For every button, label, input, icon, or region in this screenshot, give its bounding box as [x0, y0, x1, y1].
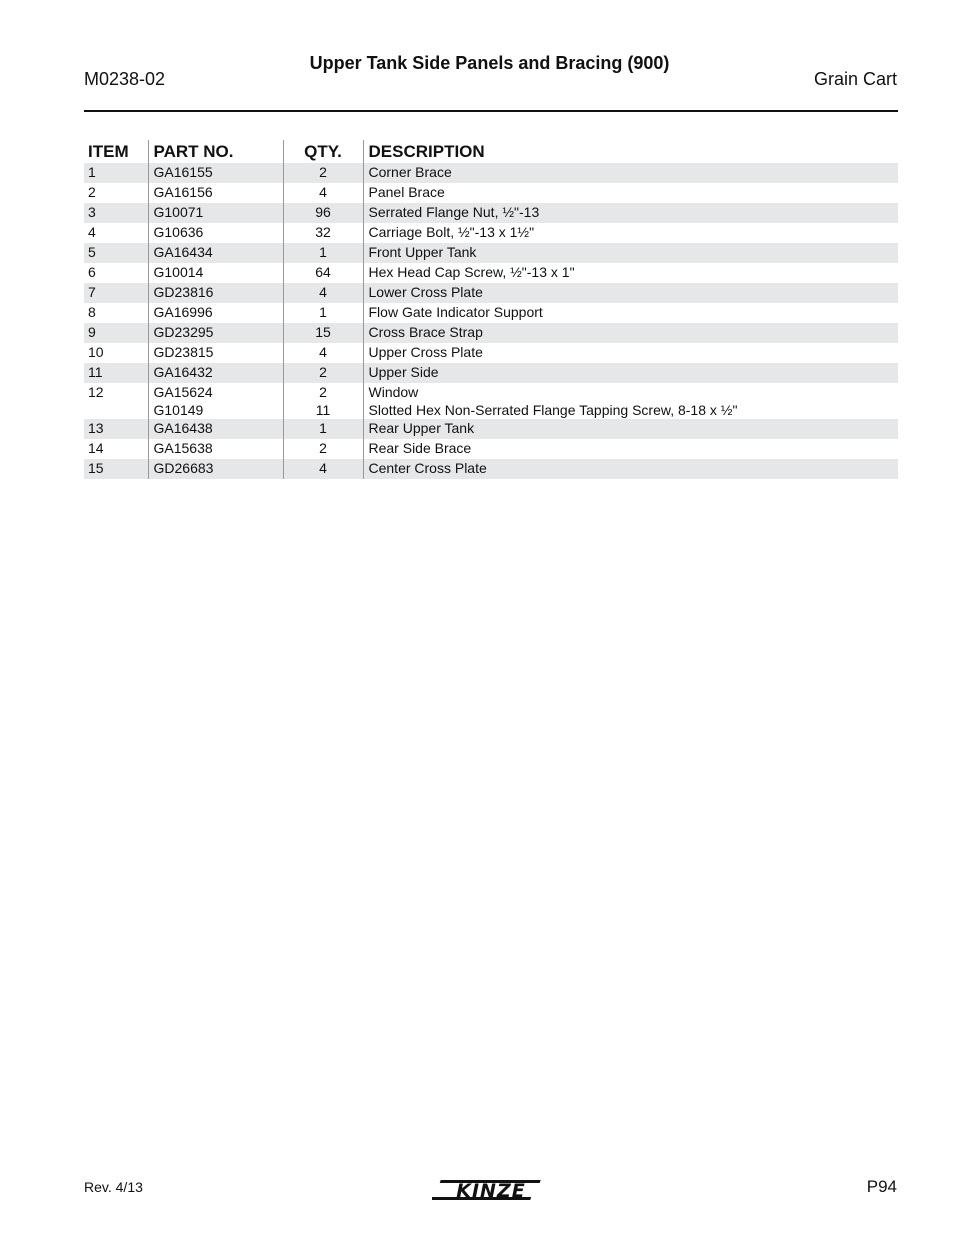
- part-no-cell: [148, 439, 283, 459]
- part-no-cell-line: GA16438: [153, 420, 213, 436]
- part-no-cell-line: G10014: [153, 264, 204, 280]
- item-cell: 11: [84, 363, 148, 383]
- part-no-cell: [148, 263, 283, 283]
- description-cell-line: Upper Side: [368, 364, 439, 380]
- part-no-cell-line: GA15624: [153, 384, 213, 400]
- description-cell-line: Window: [368, 384, 419, 400]
- item-cell: 5: [84, 243, 148, 263]
- part-no-cell-line: GA16996: [153, 304, 213, 320]
- qty-cell: [283, 263, 363, 283]
- description-cell: [363, 303, 898, 323]
- part-no-cell: [148, 323, 283, 343]
- header-divider: [84, 110, 898, 112]
- table-row: [84, 383, 898, 419]
- part-no-cell-line: GA16156: [153, 184, 213, 200]
- part-no-cell-line: GA16432: [153, 364, 213, 380]
- description-cell: [363, 163, 898, 183]
- qty-cell: [283, 363, 363, 383]
- table-row: [84, 243, 898, 263]
- table-row: [84, 363, 898, 383]
- item-cell: 6: [88, 264, 96, 280]
- qty-cell-line: 32: [315, 224, 331, 240]
- page-title: Upper Tank Side Panels and Bracing (900): [309, 53, 670, 73]
- description-cell: [363, 383, 898, 419]
- column-header-part-no: PART NO.: [148, 140, 283, 163]
- column-header-description: DESCRIPTION: [363, 140, 898, 163]
- description-cell: [363, 363, 898, 383]
- item-cell: 12: [88, 384, 104, 400]
- qty-cell: [283, 383, 363, 419]
- table-row: [84, 263, 898, 283]
- part-no-cell-line: G10636: [153, 224, 204, 240]
- qty-cell: [283, 283, 363, 303]
- table-header-row: [84, 140, 898, 163]
- table-row: [84, 183, 898, 203]
- part-no-cell: [148, 183, 283, 203]
- description-cell-line: Corner Brace: [368, 164, 452, 180]
- item-cell: 3: [84, 203, 148, 223]
- part-no-cell: [148, 243, 283, 263]
- document-number: M0238-02: [84, 69, 166, 89]
- item-cell: 15: [84, 459, 148, 479]
- qty-cell: [283, 439, 363, 459]
- qty-cell: [283, 419, 363, 439]
- qty-cell-line: 4: [319, 184, 327, 200]
- page-number: P94: [866, 1177, 897, 1196]
- qty-cell: [283, 343, 363, 363]
- part-no-cell-line: GA16434: [153, 244, 213, 260]
- item-cell: 8: [88, 304, 96, 320]
- description-cell: [363, 263, 898, 283]
- description-cell: [363, 439, 898, 459]
- part-no-cell: [148, 419, 283, 439]
- part-no-cell-line: GD23816: [153, 284, 214, 300]
- table-row: [84, 283, 898, 303]
- qty-cell: [283, 323, 363, 343]
- table-row: [84, 323, 898, 343]
- part-no-cell: [148, 303, 283, 323]
- description-cell: [363, 203, 898, 223]
- qty-cell: [283, 163, 363, 183]
- qty-cell: [283, 203, 363, 223]
- item-cell: 9: [84, 323, 148, 343]
- table-row: [84, 303, 898, 323]
- description-cell-line: Center Cross Plate: [368, 460, 487, 476]
- qty-cell: [283, 183, 363, 203]
- part-no-cell-line: GD23815: [153, 344, 214, 360]
- table-row: [84, 343, 898, 363]
- description-cell: [363, 183, 898, 203]
- item-cell: 10: [88, 344, 104, 360]
- column-header-item: ITEM: [88, 142, 129, 161]
- item-cell: 7: [84, 283, 148, 303]
- part-no-cell: [148, 223, 283, 243]
- description-cell-line: Carriage Bolt, ½"-13 x 1½": [368, 224, 535, 240]
- product-name: Grain Cart: [813, 69, 897, 89]
- description-cell: [363, 459, 898, 479]
- column-header-qty: QTY.: [283, 140, 363, 163]
- description-cell: [363, 243, 898, 263]
- qty-cell-line: 2: [319, 384, 327, 400]
- svg-text:KINZE: KINZE: [456, 1180, 526, 1202]
- qty-cell-line: 15: [315, 324, 331, 340]
- qty-cell-line: 1: [319, 304, 327, 320]
- description-cell-line: Hex Head Cap Screw, ½"-13 x 1": [368, 264, 575, 280]
- item-cell: 14: [88, 440, 104, 456]
- item-cell: 13: [84, 419, 148, 439]
- description-cell-line: Upper Cross Plate: [368, 344, 483, 360]
- kinze-logo: [432, 1176, 550, 1204]
- part-no-cell: [148, 343, 283, 363]
- qty-cell: [283, 243, 363, 263]
- part-no-cell: [148, 283, 283, 303]
- part-no-cell: [148, 163, 283, 183]
- description-cell: [363, 223, 898, 243]
- part-no-cell: [148, 203, 283, 223]
- qty-cell: [283, 223, 363, 243]
- description-cell-line: Cross Brace Strap: [368, 324, 483, 340]
- part-no-cell-line: G10071: [153, 204, 204, 220]
- qty-cell: [283, 459, 363, 479]
- part-no-cell: [148, 363, 283, 383]
- qty-cell-line: 2: [319, 364, 327, 380]
- parts-table: [84, 140, 898, 479]
- table-row: [84, 419, 898, 439]
- table-row: [84, 459, 898, 479]
- item-cell: 2: [88, 184, 96, 200]
- qty-cell-line: 11: [315, 402, 331, 418]
- description-cell: [363, 323, 898, 343]
- table-row: [84, 203, 898, 223]
- part-no-cell-line: GA16155: [153, 164, 213, 180]
- description-cell-line: Front Upper Tank: [368, 244, 477, 260]
- description-cell-line: Lower Cross Plate: [368, 284, 483, 300]
- description-cell: [363, 419, 898, 439]
- description-cell: [363, 343, 898, 363]
- qty-cell-line: 64: [315, 264, 331, 280]
- part-no-cell: [148, 459, 283, 479]
- part-no-cell: [148, 383, 283, 419]
- description-cell-line: Rear Side Brace: [368, 440, 472, 456]
- part-no-cell-line: GA15638: [153, 440, 213, 456]
- part-no-cell-line: GD26683: [153, 460, 214, 476]
- qty-cell-line: 96: [315, 204, 331, 220]
- table-row: [84, 439, 898, 459]
- description-cell-line: Slotted Hex Non-Serrated Flange Tapping Screw, 8-18 x ½": [368, 402, 738, 418]
- qty-cell-line: 4: [319, 344, 327, 360]
- description-cell-line: Serrated Flange Nut, ½"-13: [368, 204, 540, 220]
- description-cell: [363, 283, 898, 303]
- description-cell-line: Panel Brace: [368, 184, 445, 200]
- qty-cell-line: 4: [319, 460, 327, 476]
- revision-label: Rev. 4/13: [84, 1179, 143, 1195]
- description-cell-line: Flow Gate Indicator Support: [368, 304, 543, 320]
- qty-cell-line: 1: [319, 420, 327, 436]
- qty-cell-line: 2: [319, 164, 327, 180]
- description-cell-line: Rear Upper Tank: [368, 420, 475, 436]
- parts-table-body: [84, 163, 898, 479]
- part-no-cell-line: GD23295: [153, 324, 214, 340]
- qty-cell-line: 2: [319, 440, 327, 456]
- qty-cell-line: 1: [319, 244, 327, 260]
- part-no-cell-line: G10149: [153, 402, 204, 418]
- item-cell: 4: [88, 224, 96, 240]
- item-cell: 1: [84, 163, 148, 183]
- qty-cell-line: 4: [319, 284, 327, 300]
- qty-cell: [283, 303, 363, 323]
- table-row: [84, 163, 898, 183]
- table-row: [84, 223, 898, 243]
